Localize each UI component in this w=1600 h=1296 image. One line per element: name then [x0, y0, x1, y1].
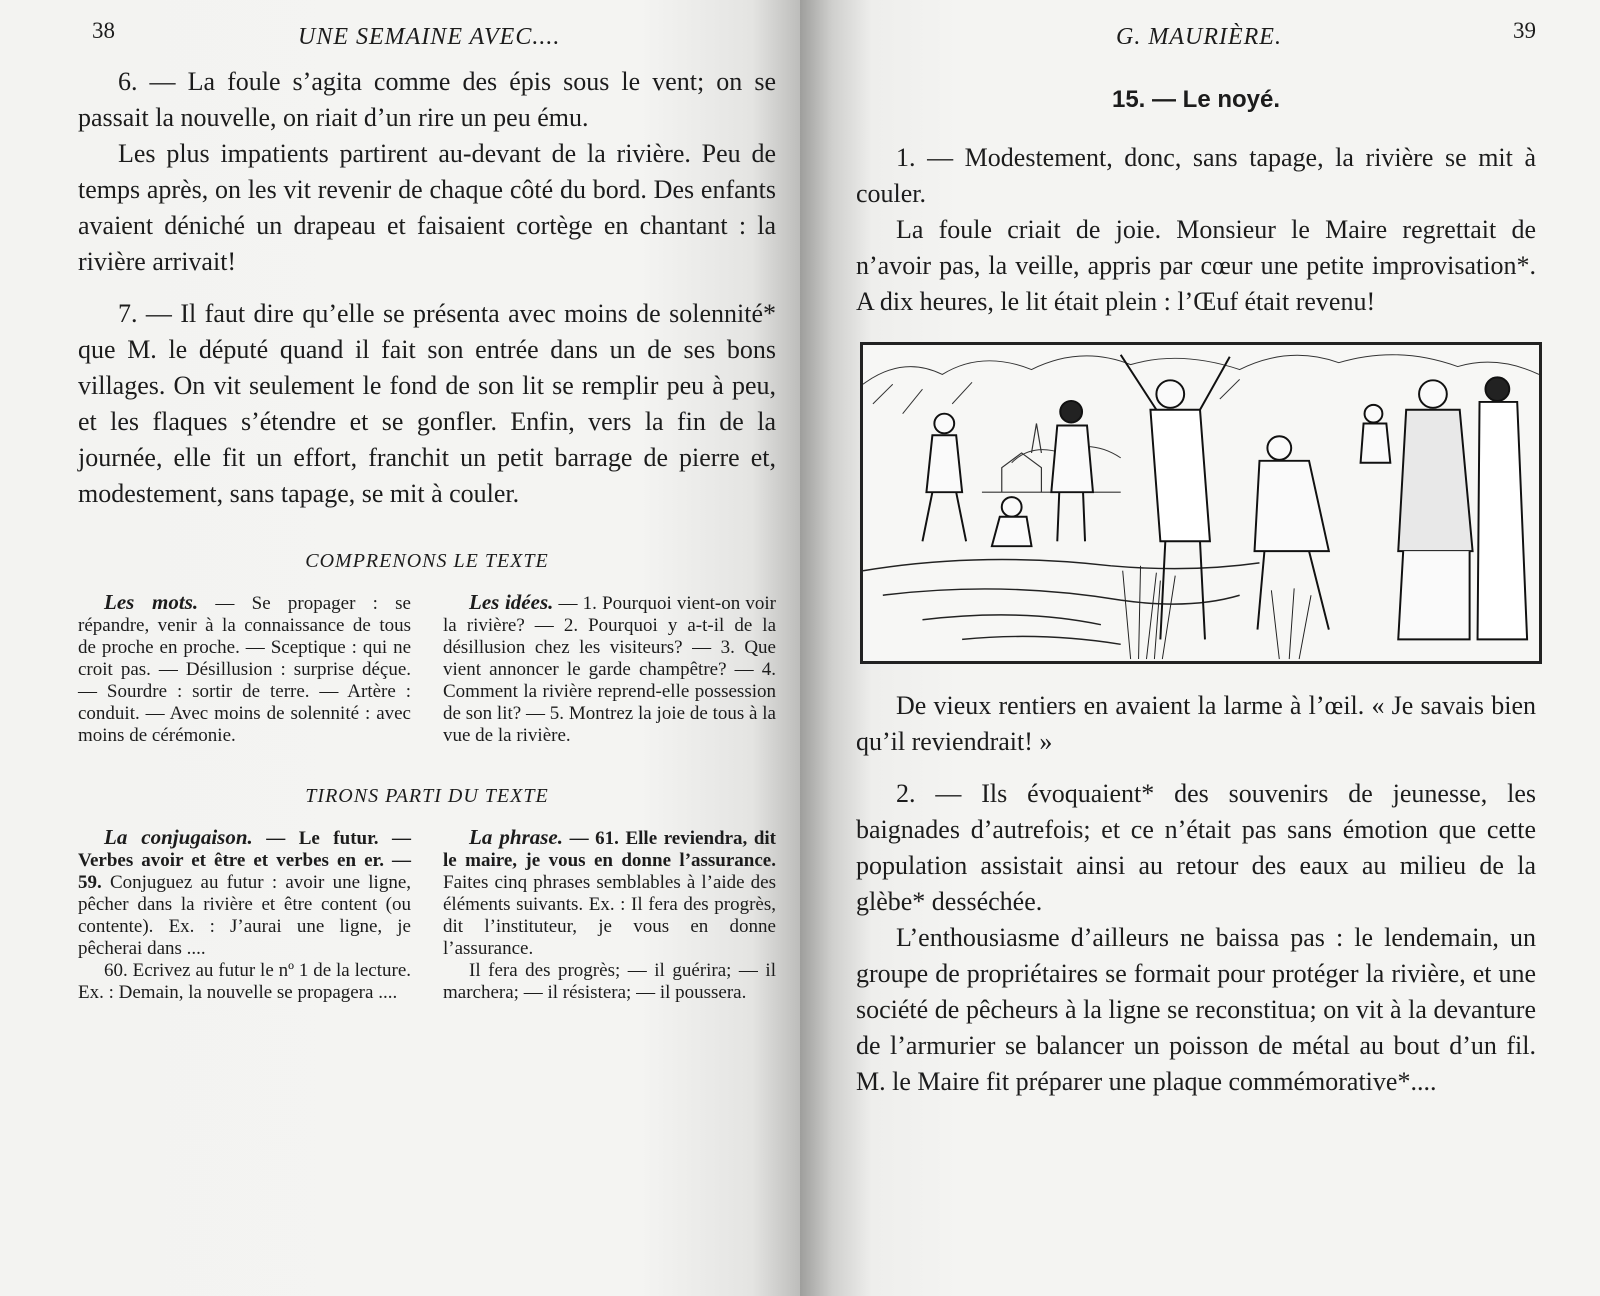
exercise-60: 60. Ecrivez au futur le nº 1 de la lecture. Ex. : Demain, la nouvelle se propagera .... [78, 960, 411, 1003]
exercise-61-list: Il fera des progrès; — il guérira; — il marchera; — il résistera; — il poussera. [443, 960, 776, 1003]
river-crowd-illustration [860, 342, 1542, 664]
right-page [800, 0, 1600, 1296]
phrase-heading: — 61. Elle reviendra, dit le maire, je vous en donne l’assurance. [443, 828, 776, 871]
idees-text: — 1. Pourquoi vient-on voir la rivière? — 2. Pourquoi y a-t-il de la désillusion chez les visiteurs? — 3. Que vient annoncer le garde champêtre? — 4. Comment la rivière reprend-elle possession de son lit? — 5. Montrez la joie de tous à la vue de la rivière. [443, 593, 776, 746]
left-running-head [78, 18, 776, 64]
paragraph-6b: Les plus impatients partirent au-devant de la rivière. Peu de temps après, on les vit revenir de chaque côté du bord. Des enfants avaient déniché un drapeau et faisaient cortège en chantant : la rivière arrivait! [78, 139, 776, 276]
exercise-59-text: Conjuguez au futur : avoir une ligne, pêcher dans la rivière et être content (ou contente). Ex. : J’aurai une ligne, je pêcherai dans .... [78, 872, 411, 959]
paragraph-1: 1. — Modestement, donc, sans tapage, la rivière se mit à couler. [856, 143, 1536, 208]
right-body-top [856, 140, 1536, 320]
tirons-title: TIRONS PARTI DU TEXTE [305, 785, 549, 807]
paragraph-2: 2. — Ils évoquaient* des souvenirs de jeunesse, les baignades d’autrefois; et ce n’était pas sans émotion que cette population assistait ainsi au retour des eaux au milieu de la glèbe* desséchée. [856, 779, 1536, 916]
left-body-text [78, 64, 776, 512]
chapter-title: 15. — Le noyé. [1111, 86, 1281, 113]
left-page-number: 38 [92, 18, 115, 43]
phrase-column [443, 826, 776, 1004]
phrase-label: La phrase. [469, 825, 563, 849]
mots-label: Les mots. [104, 590, 199, 614]
right-page-number: 39 [1513, 18, 1536, 43]
mots-text: — Se propager : se répandre, venir à la connaissance de tous de proche en proche. — Sceptique : qui ne croit pas. — Désillusion : surprise déçue. — Sourdre : sortir de terre. — Artère : conduit. — Avec moins de solennité : avec moins de cérémonie. [78, 593, 411, 746]
paragraph-1b: La foule criait de joie. Monsieur le Maire regrettait de n’avoir pas, la veille, appris par cœur une petite improvisation*. A dix heures, le lit était plein : l’Œuf était revenu! [856, 215, 1536, 316]
exercise-61-text: Faites cinq phrases semblables à l’aide des éléments suivants. Ex. : Il fera des progrès, dit l’instituteur, je vous en donne l’assurance. [443, 872, 776, 959]
paragraph-2b: L’enthousiasme d’ailleurs ne baissa pas : le lendemain, un groupe de propriétaires se formait pour protéger la rivière, et une société de pêcheurs à la ligne se reconstitua; on vit à la devanture de l’armurier se balancer un poisson de métal au bout d’un fil. M. le Maire fit préparer une plaque commémorative*.... [856, 923, 1536, 1096]
conjugaison-heading: — Le futur. — Verbes avoir et être et verbes en er. — 59. [78, 828, 412, 893]
idees-column [443, 591, 776, 747]
illustration-drawing [863, 345, 1539, 661]
conjugaison-column [78, 826, 411, 1004]
paragraph-rentiers: De vieux rentiers en avaient la larme à l’œil. « Je savais bien qu’il reviendrait! » [856, 691, 1536, 756]
mots-column [78, 591, 411, 747]
left-running-title: UNE SEMAINE AVEC.... [298, 24, 561, 50]
tirons-columns [78, 826, 776, 1004]
paragraph-7: 7. — Il faut dire qu’elle se présenta avec moins de solennité* que M. le député quand il fait son entrée dans un de ses bons villages. On vit seulement le fond de son lit se remplir peu à peu, et les flaques s’étendre et se gonfler. Enfin, vers la fin de la journée, elle fit un effort, franchit un petit barrage de pierre et, modestement, sans tapage, se mit à couler. [78, 299, 776, 508]
comprenons-columns [78, 591, 776, 747]
right-running-head [856, 18, 1536, 64]
right-running-title: G. MAURIÈRE. [1116, 24, 1282, 50]
conjugaison-label: La conjugaison. [104, 825, 253, 849]
right-body-bottom [856, 688, 1536, 1100]
paragraph-6: 6. — La foule s’agita comme des épis sous le vent; on se passait la nouvelle, on riait d’un rire un peu ému. [78, 67, 776, 132]
idees-label: Les idées. [469, 590, 554, 614]
comprenons-title: COMPRENONS LE TEXTE [305, 550, 549, 572]
